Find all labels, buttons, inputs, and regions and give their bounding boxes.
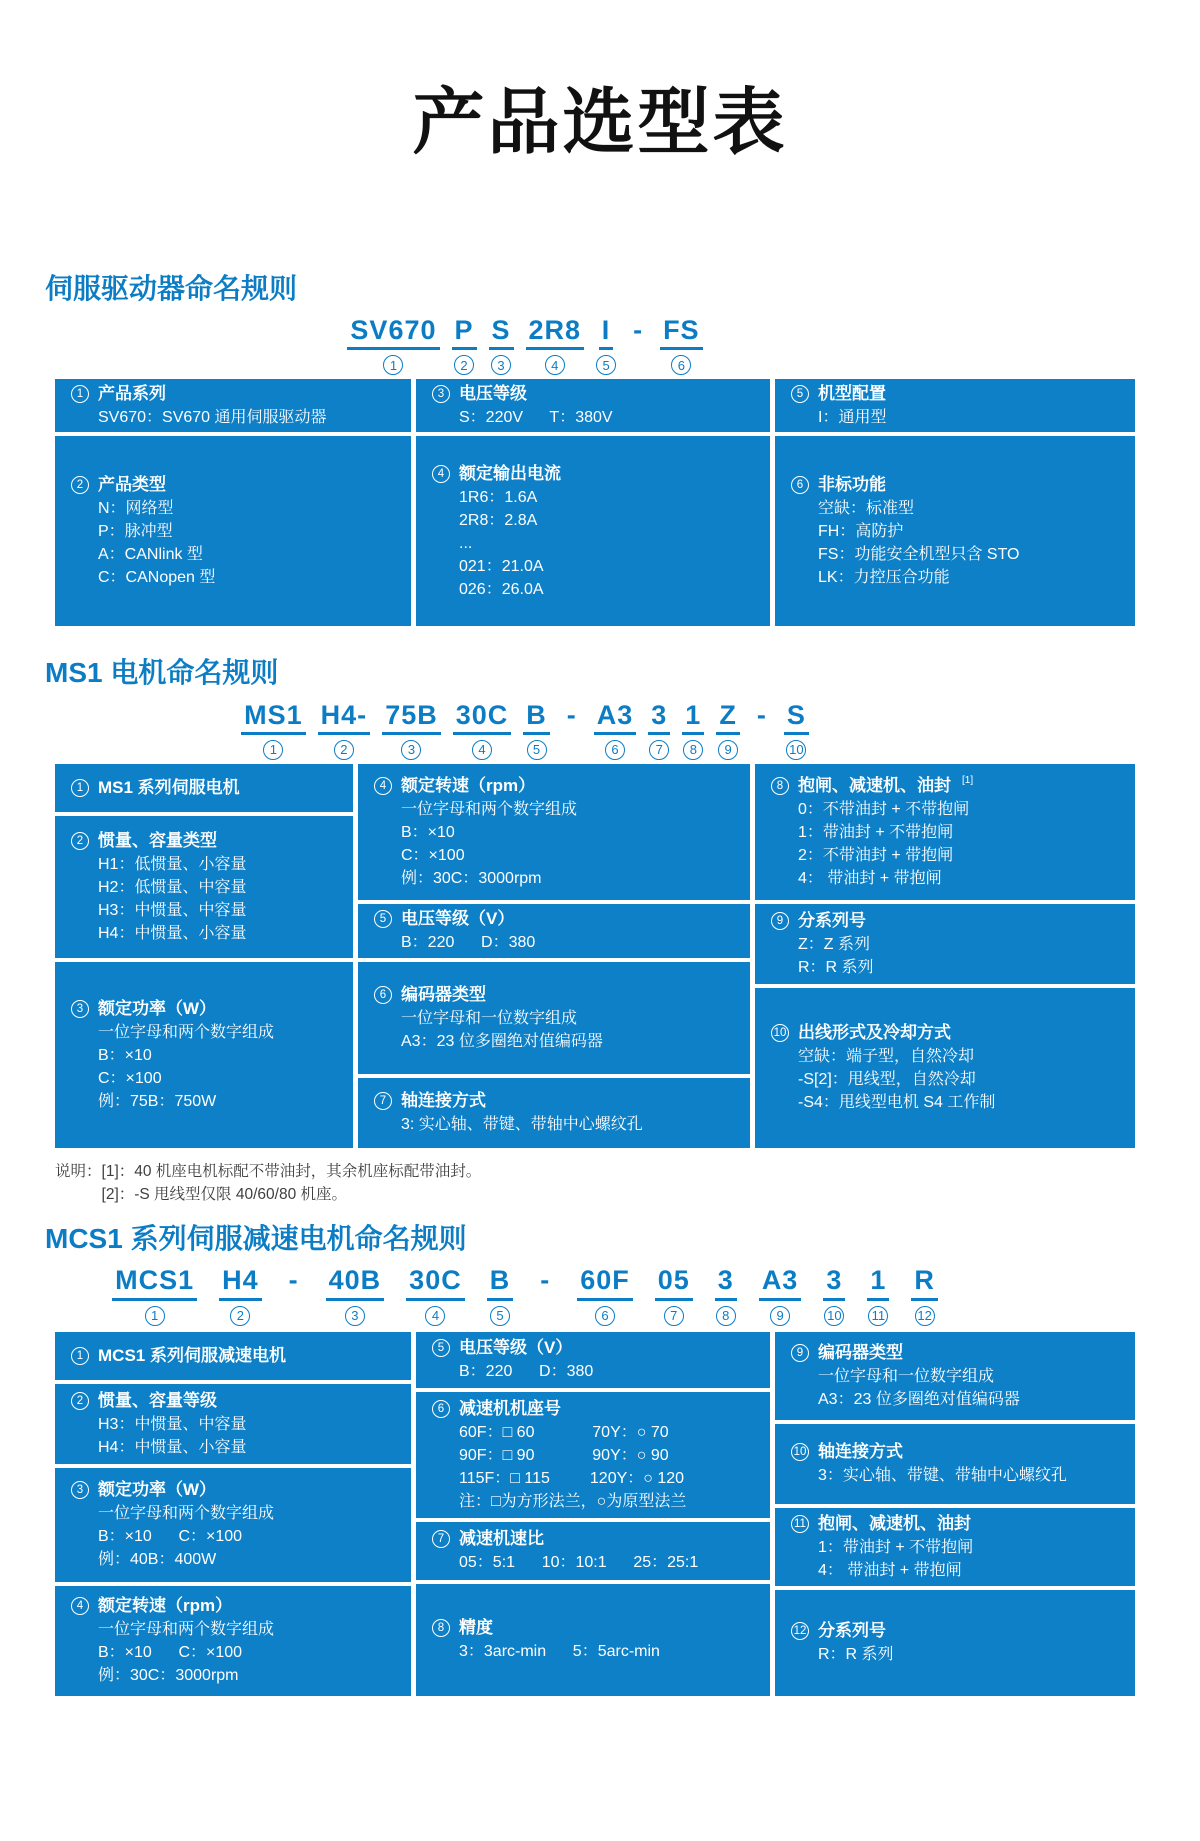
cell-line: 2：不带油封 + 带抱闸 [798, 846, 954, 864]
section-heading: MCS1 系列伺服减速电机命名规则 [45, 1222, 467, 1254]
cell-line: 例：30C：3000rpm [98, 1667, 239, 1685]
cell-line: 90F：□ 90 90Y：○ 90 [459, 1446, 669, 1464]
cell-title-text: MS1 系列伺服电机 [98, 777, 240, 797]
cell-line: 空缺：端子型，自然冷却 [798, 1048, 975, 1066]
cell-line: H4：中惯量、小容量 [98, 1438, 247, 1456]
model-segment-number: 11 [868, 1306, 888, 1326]
cell-title-text: 非标功能 [818, 475, 886, 495]
cell-title-text: 出线形式及冷却方式 [798, 1023, 951, 1043]
cell-title-text: 减速机机座号 [459, 1398, 561, 1418]
model-segment-text: B [523, 700, 550, 735]
cell-title-text: 分系列号 [818, 1621, 886, 1641]
cell-line: H1：低惯量、小容量 [98, 855, 247, 873]
model-segment-text: B [487, 1265, 514, 1300]
model-segment-number: 3 [491, 355, 511, 375]
model-segment-number: 9 [718, 740, 738, 760]
model-segment-number: 9 [770, 1306, 790, 1326]
cell-title [71, 382, 395, 406]
model-segment-number: 10 [824, 1306, 844, 1326]
model-segment [682, 700, 704, 760]
model-segment-number: 10 [786, 740, 806, 760]
model-segment-text: - [756, 699, 767, 730]
table-cell [755, 904, 1135, 984]
cell-line: 例：75B：750W [98, 1092, 217, 1110]
cell-title [71, 776, 337, 800]
model-number-line [45, 700, 1155, 760]
model-segment [577, 1265, 633, 1325]
cell-number-badge: 5 [432, 1339, 450, 1357]
table-column [416, 1332, 770, 1696]
cell-number-badge: 8 [432, 1619, 450, 1637]
cell-line: 1：带油封 + 不带抱闸 [798, 823, 954, 841]
model-segment-text: Z [716, 700, 740, 735]
model-segment-text: 05 [655, 1265, 693, 1300]
table-column [358, 764, 750, 1148]
table-cell [55, 379, 411, 432]
cell-title-text: 额定转速（rpm） [401, 775, 536, 795]
model-segment-number: 2 [230, 1306, 250, 1326]
cell-title [374, 983, 734, 1007]
model-segment [660, 315, 703, 375]
model-segment-text: 40B [326, 1265, 385, 1300]
cell-line: 3：3arc-min 5：5arc-min [459, 1643, 660, 1661]
model-segment-number: 3 [401, 740, 421, 760]
model-segment-text: 1 [867, 1265, 889, 1300]
cell-title [771, 909, 1119, 933]
cell-number-badge: 6 [432, 1400, 450, 1418]
table-cell [55, 436, 411, 626]
cell-title [374, 1089, 734, 1113]
model-segment [347, 315, 439, 375]
cell-number-badge: 2 [71, 832, 89, 850]
cell-line: B：×10 C：×100 [98, 1644, 243, 1662]
model-segment-text: - [540, 1265, 551, 1296]
cell-title [71, 473, 395, 497]
model-segment-text: S [489, 315, 514, 350]
cell-line: 115F：□ 115 120Y：○ 120 [459, 1469, 685, 1487]
page [0, 83, 1200, 1696]
model-segment-number: 5 [527, 740, 547, 760]
cell-line: C：×100 [98, 1069, 162, 1087]
cell-line: LK：力控压合功能 [818, 569, 950, 587]
model-segment-text: S [784, 700, 809, 735]
model-segment [562, 700, 582, 760]
model-number-line [45, 1265, 1155, 1325]
table-cell [775, 1332, 1135, 1420]
cell-line: 026：26.0A [459, 580, 544, 598]
cell-line: 一位字母和一位数字组成 [818, 1367, 995, 1385]
model-segment-number: 2 [454, 355, 474, 375]
table-cell [55, 962, 353, 1148]
cell-line: 3：实心轴、带键、带轴中心螺纹孔 [818, 1467, 1067, 1485]
footnotes [55, 1160, 1155, 1206]
model-segment [526, 315, 585, 375]
model-segment [594, 700, 637, 760]
table-cell [775, 379, 1135, 432]
table-column [55, 1332, 411, 1696]
cell-line: C：×100 [401, 846, 465, 864]
cell-number-badge: 3 [71, 1000, 89, 1018]
cell-line: 4： 带油封 + 带抱闸 [798, 869, 942, 887]
cell-line: 05：5:1 10：10:1 25：25:1 [459, 1554, 699, 1572]
cell-line: ... [459, 534, 473, 552]
cell-number-badge: 2 [71, 476, 89, 494]
cell-line: -S[2]：甩线型，自然冷却 [798, 1071, 976, 1089]
cell-title-text: 轴连接方式 [401, 1091, 486, 1111]
footnote-items [102, 1160, 482, 1206]
footnote-line: [2]：-S 甩线型仅限 40/60/80 机座。 [101, 1185, 348, 1203]
model-segment [823, 1265, 845, 1325]
cell-line: 一位字母和一位数字组成 [401, 1009, 578, 1027]
page-title: 产品选型表 [412, 83, 788, 163]
table-cell [55, 816, 353, 958]
model-segment-text: 30C [406, 1265, 465, 1300]
table-cell [755, 988, 1135, 1148]
cell-line: 一位字母和两个数字组成 [98, 1621, 275, 1639]
cell-line: H3：中惯量、中容量 [98, 901, 247, 919]
model-segment [406, 1265, 465, 1325]
table-column [55, 379, 411, 626]
section-ms1-motor-naming [45, 656, 1155, 1148]
table-cell [416, 1332, 770, 1388]
cell-number-badge: 2 [71, 1392, 89, 1410]
cell-title-text: 产品类型 [98, 475, 166, 495]
cell-number-badge: 7 [432, 1530, 450, 1548]
cell-line: 2R8：2.8A [459, 511, 538, 529]
section-mcs1-gearmotor-naming [45, 1222, 1155, 1696]
cell-line: A3：23 位多圈绝对值编码器 [401, 1032, 603, 1050]
section-heading: 伺服驱动器命名规则 [45, 272, 298, 304]
cell-number-badge: 10 [791, 1443, 809, 1461]
table-cell [775, 436, 1135, 626]
cell-number-badge: 5 [791, 385, 809, 403]
model-segment-text: 2R8 [526, 315, 585, 350]
cell-line: B：×10 [98, 1046, 152, 1064]
table-cell [55, 1586, 411, 1696]
model-segment-number: 7 [664, 1306, 684, 1326]
cell-title-text: 电压等级（V） [401, 909, 515, 929]
model-segment-text: I [599, 315, 614, 350]
cell-line: R：R 系列 [798, 958, 874, 976]
model-number-line [45, 315, 1155, 375]
model-segment-text: 30C [453, 700, 512, 735]
cell-number-badge: 7 [374, 1092, 392, 1110]
cell-title [432, 1616, 754, 1640]
cell-number-badge: 6 [374, 986, 392, 1004]
model-segment [112, 1265, 197, 1325]
table-cell [775, 1508, 1135, 1586]
cell-title-text: 额定功率（W） [98, 1480, 217, 1500]
cell-line: C：CANopen 型 [98, 569, 216, 587]
table-cell [358, 764, 750, 900]
model-segment-number: 1 [383, 355, 403, 375]
cell-title [791, 382, 1119, 406]
model-segment [752, 700, 772, 760]
cell-line: N：网络型 [98, 500, 174, 518]
cell-line: 60F：□ 60 70Y：○ 70 [459, 1423, 669, 1441]
cell-line: I：通用型 [818, 409, 887, 427]
cell-title-superscript: [1] [962, 774, 974, 786]
model-segment-text: MCS1 [112, 1265, 197, 1300]
cell-number-badge: 3 [432, 385, 450, 403]
cell-title-text: 抱闸、减速机、油封 [798, 775, 951, 795]
cell-number-badge: 8 [771, 777, 789, 795]
cell-number-badge: 4 [374, 777, 392, 795]
cell-line: 一位字母和两个数字组成 [98, 1505, 275, 1523]
cell-title [791, 1440, 1119, 1464]
model-segment [596, 315, 616, 375]
cell-line: FS：功能安全机型只含 STO [818, 546, 1020, 564]
cell-title [374, 907, 734, 931]
section-servo-drive-naming [45, 272, 1155, 627]
cell-title [71, 1594, 395, 1618]
cell-title [71, 1389, 395, 1413]
table-column [775, 1332, 1135, 1696]
cell-title-text: 机型配置 [818, 384, 886, 404]
table-cell [55, 1468, 411, 1582]
cell-title-text: 抱闸、减速机、油封 [818, 1513, 971, 1533]
cell-title [432, 462, 754, 486]
model-segment [535, 1265, 555, 1325]
model-segment [453, 700, 512, 760]
model-segment [867, 1265, 889, 1325]
table-cell [55, 1332, 411, 1380]
model-segment [655, 1265, 693, 1325]
model-segment [715, 1265, 737, 1325]
footnote-label: 说明： [55, 1162, 102, 1180]
cell-number-badge: 1 [71, 779, 89, 797]
table-column [755, 764, 1135, 1148]
cell-title-text: 精度 [459, 1618, 493, 1638]
table-cell [358, 904, 750, 958]
cell-line: P：脉冲型 [98, 523, 173, 541]
table-cell [55, 1384, 411, 1464]
cell-line: A3：23 位多圈绝对值编码器 [818, 1390, 1020, 1408]
cell-line: B：220 D：380 [401, 934, 536, 952]
cell-line: 一位字母和两个数字组成 [98, 1023, 275, 1041]
cell-number-badge: 9 [791, 1344, 809, 1362]
model-segment [759, 1265, 802, 1325]
table-column [416, 379, 770, 626]
naming-table [55, 379, 1135, 626]
table-cell [416, 379, 770, 432]
cell-line: 1：带油封 + 不带抱闸 [818, 1538, 974, 1556]
cell-title-text: 额定转速（rpm） [98, 1596, 233, 1616]
cell-number-badge: 1 [71, 385, 89, 403]
model-segment-number: 5 [596, 355, 616, 375]
model-segment-text: P [452, 315, 477, 350]
model-segment [241, 700, 306, 760]
cell-number-badge: 1 [71, 1347, 89, 1365]
cell-number-badge: 6 [791, 476, 809, 494]
model-segment-text: H4 [219, 1265, 262, 1300]
cell-number-badge: 5 [374, 910, 392, 928]
footnote-line: [1]：40 机座电机标配不带油封，其余机座标配带油封。 [101, 1162, 482, 1180]
cell-line: S：220V T：380V [459, 409, 613, 427]
model-segment-number: 6 [595, 1306, 615, 1326]
model-segment [326, 1265, 385, 1325]
model-segment [784, 700, 809, 760]
model-segment [489, 315, 514, 375]
model-segment [648, 700, 670, 760]
table-cell [416, 436, 770, 626]
cell-title [791, 1512, 1119, 1536]
cell-title-text: 惯量、容量类型 [98, 830, 217, 850]
model-segment-text: 60F [577, 1265, 633, 1300]
cell-line: 021：21.0A [459, 557, 544, 575]
model-segment-number: 4 [425, 1306, 445, 1326]
model-segment [716, 700, 740, 760]
cell-number-badge: 12 [791, 1622, 809, 1640]
table-cell [358, 1078, 750, 1148]
cell-line: B：×10 C：×100 [98, 1528, 243, 1546]
model-segment-number: 6 [671, 355, 691, 375]
cell-number-badge: 9 [771, 912, 789, 930]
cell-title [432, 1336, 754, 1360]
naming-table [55, 764, 1135, 1148]
cell-title-text: 轴连接方式 [818, 1442, 903, 1462]
model-segment-number: 4 [472, 740, 492, 760]
cell-title [71, 1478, 395, 1502]
cell-title-text: 电压等级（V） [459, 1338, 573, 1358]
cell-line: 例：30C：3000rpm [401, 869, 542, 887]
cell-line: H2：低惯量、中容量 [98, 878, 247, 896]
cell-line: 例：40B：400W [98, 1551, 217, 1569]
cell-number-badge: 10 [771, 1024, 789, 1042]
model-segment-text: 3 [648, 700, 670, 735]
cell-line: 注：□为方形法兰，○为原型法兰 [459, 1492, 687, 1510]
cell-title-text: 编码器类型 [818, 1342, 903, 1362]
model-segment-text: FS [660, 315, 703, 350]
model-segment-number: 12 [915, 1306, 935, 1326]
cell-title [71, 1344, 395, 1368]
model-segment-text: - [566, 699, 577, 730]
cell-line: FH：高防护 [818, 523, 904, 541]
model-segment-text: 75B [382, 700, 441, 735]
cell-title [771, 774, 1119, 798]
cell-number-badge: 11 [791, 1515, 809, 1533]
cell-title [791, 473, 1119, 497]
model-segment-number: 1 [263, 740, 283, 760]
table-cell [416, 1584, 770, 1696]
cell-title [432, 382, 754, 406]
section-heading: MS1 电机命名规则 [45, 657, 279, 689]
cell-line: Z：Z 系列 [798, 935, 870, 953]
cell-line: 0：不带油封 + 不带抱闸 [798, 800, 970, 818]
model-segment [318, 700, 371, 760]
cell-title [71, 997, 337, 1021]
cell-line: 空缺：标准型 [818, 500, 915, 518]
cell-line: 3: 实心轴、带键、带轴中心螺纹孔 [401, 1116, 643, 1134]
model-segment-text: A3 [759, 1265, 802, 1300]
cell-line: 4： 带油封 + 带抱闸 [818, 1561, 962, 1579]
model-segment [284, 1265, 304, 1325]
table-cell [755, 764, 1135, 900]
model-segment-number: 7 [649, 740, 669, 760]
table-cell [55, 764, 353, 812]
model-segment [219, 1265, 262, 1325]
model-segment-text: MS1 [241, 700, 306, 735]
cell-title [71, 829, 337, 853]
model-segment-text: 1 [682, 700, 704, 735]
cell-title-text: 惯量、容量等级 [98, 1390, 217, 1410]
model-segment-text: - [633, 315, 644, 346]
cell-title-text: MCS1 系列伺服减速电机 [98, 1345, 286, 1365]
cell-line: A：CANlink 型 [98, 546, 203, 564]
cell-line: 1R6：1.6A [459, 488, 538, 506]
model-segment-text: R [911, 1265, 938, 1300]
cell-line: B：×10 [401, 823, 455, 841]
table-cell [416, 1392, 770, 1518]
cell-title [432, 1397, 754, 1421]
table-column [55, 764, 353, 1148]
cell-number-badge: 4 [71, 1597, 89, 1615]
cell-title-text: 产品系列 [98, 384, 166, 404]
cell-line: 一位字母和两个数字组成 [401, 800, 578, 818]
cell-line: B：220 D：380 [459, 1363, 594, 1381]
model-segment-number: 2 [334, 740, 354, 760]
naming-table [55, 1332, 1135, 1696]
cell-number-badge: 3 [71, 1481, 89, 1499]
model-segment-number: 1 [145, 1306, 165, 1326]
cell-title-text: 电压等级 [459, 384, 527, 404]
cell-line: H3：中惯量、中容量 [98, 1415, 247, 1433]
model-segment-text: 3 [823, 1265, 845, 1300]
cell-title-text: 额定功率（W） [98, 998, 217, 1018]
cell-title-text: 分系列号 [798, 910, 866, 930]
cell-line: H4：中惯量、小容量 [98, 924, 247, 942]
cell-number-badge: 4 [432, 465, 450, 483]
model-segment-number: 8 [716, 1306, 736, 1326]
model-segment [911, 1265, 938, 1325]
model-segment [628, 315, 648, 375]
cell-line: -S4：甩线型电机 S4 工作制 [798, 1094, 996, 1112]
model-segment-text: A3 [594, 700, 637, 735]
model-segment [452, 315, 477, 375]
model-segment [523, 700, 550, 760]
table-cell [775, 1424, 1135, 1504]
model-segment-text: SV670 [347, 315, 439, 350]
table-cell [358, 962, 750, 1074]
model-segment-number: 3 [345, 1306, 365, 1326]
model-segment-number: 5 [490, 1306, 510, 1326]
cell-line: R：R 系列 [818, 1646, 894, 1664]
table-column [775, 379, 1135, 626]
cell-title-text: 额定输出电流 [459, 463, 561, 483]
table-cell [775, 1590, 1135, 1696]
model-segment-number: 6 [605, 740, 625, 760]
cell-title [374, 774, 734, 798]
model-segment [382, 700, 441, 760]
model-segment-text: H4- [318, 700, 371, 735]
cell-title-text: 编码器类型 [401, 984, 486, 1004]
model-segment [487, 1265, 514, 1325]
model-segment-number: 8 [683, 740, 703, 760]
cell-line: SV670：SV670 通用伺服驱动器 [98, 409, 327, 427]
table-cell [416, 1522, 770, 1580]
model-segment-number: 4 [545, 355, 565, 375]
cell-title-text: 减速机速比 [459, 1529, 544, 1549]
cell-title [791, 1619, 1119, 1643]
model-segment-text: - [288, 1265, 299, 1296]
cell-title [791, 1341, 1119, 1365]
cell-title [432, 1527, 754, 1551]
model-segment-text: 3 [715, 1265, 737, 1300]
cell-title [771, 1021, 1119, 1045]
